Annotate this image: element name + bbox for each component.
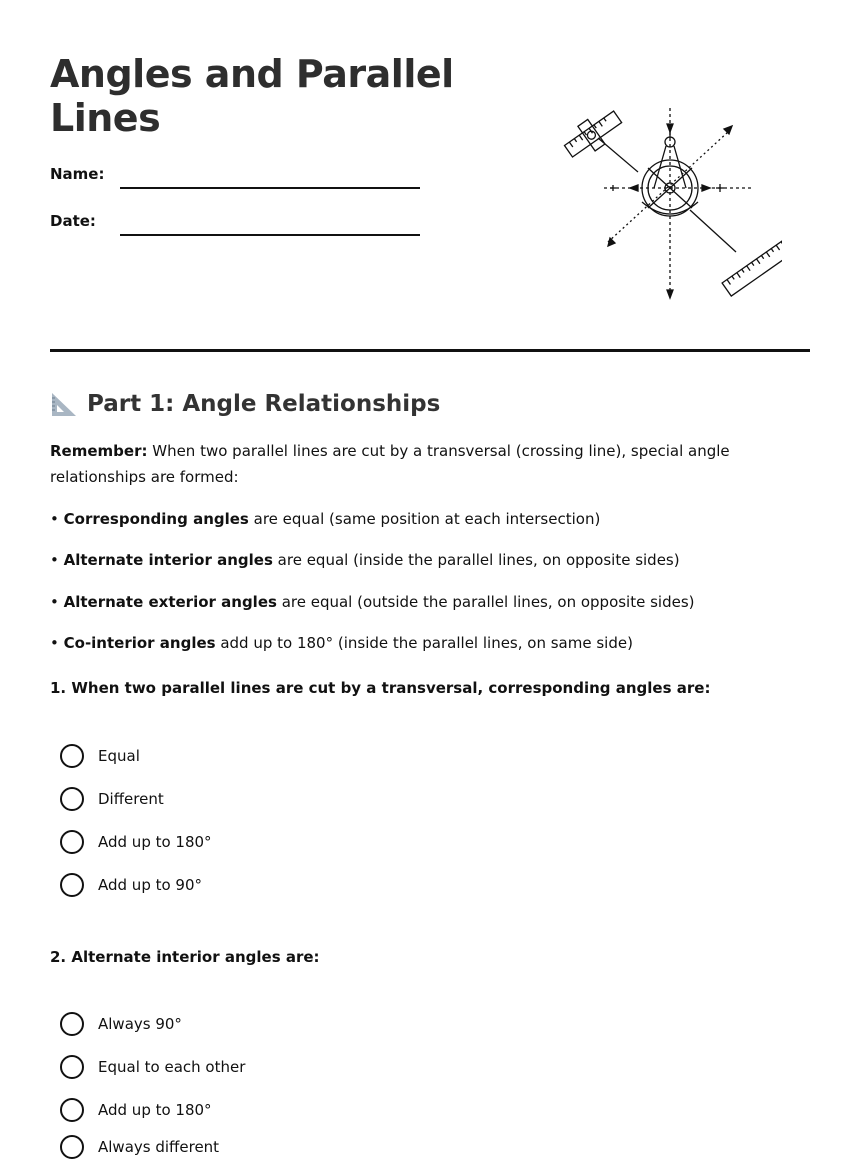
rule-item: • Co-interior angles add up to 180° (inside the parallel lines, on same side)	[50, 634, 633, 652]
rule-item: • Corresponding angles are equal (same position at each intersection)	[50, 510, 601, 528]
q2-option-always-different[interactable]	[60, 1134, 219, 1160]
rule-item: • Alternate interior angles are equal (inside the parallel lines, on opposite sides)	[50, 551, 680, 569]
radio-button[interactable]	[60, 1135, 84, 1159]
rule-term: Corresponding angles	[63, 510, 249, 528]
remember-label: Remember:	[50, 442, 148, 460]
rule-text: are equal (inside the parallel lines, on opposite sides)	[272, 551, 680, 569]
radio-button[interactable]	[60, 744, 84, 768]
rule-text: add up to 180° (inside the parallel lines, on same side)	[215, 634, 633, 652]
date-field[interactable]	[120, 234, 420, 236]
rule-item: • Alternate exterior angles are equal (outside the parallel lines, on opposite sides)	[50, 593, 695, 611]
remember-text: When two parallel lines are cut by a transversal (crossing line), special angle relationships are formed:	[50, 442, 730, 486]
set-square-icon	[50, 390, 78, 418]
rule-text: are equal (outside the parallel lines, on opposite sides)	[276, 593, 695, 611]
worksheet-page	[50, 0, 810, 1161]
radio-button[interactable]	[60, 1098, 84, 1122]
name-label: Name:	[50, 165, 105, 183]
radio-button[interactable]	[60, 1012, 84, 1036]
radio-button[interactable]	[60, 787, 84, 811]
name-field[interactable]	[120, 187, 420, 189]
rule-text: are equal (same position at each intersection)	[248, 510, 601, 528]
q2-option-equal[interactable]	[60, 1054, 245, 1080]
option-label: Add up to 180°	[98, 833, 212, 851]
rule-term: Alternate interior angles	[63, 551, 273, 569]
question-1-prompt: 1. When two parallel lines are cut by a transversal, corresponding angles are:	[50, 679, 711, 697]
option-label: Equal to each other	[98, 1058, 246, 1076]
option-label: Always 90°	[98, 1015, 182, 1033]
section-title: Part 1: Angle Relationships	[87, 391, 441, 417]
section-heading	[50, 388, 440, 420]
option-label: Different	[98, 790, 164, 808]
page-title: Angles and Parallel Lines	[50, 52, 454, 140]
option-label: Equal	[98, 747, 140, 765]
header-divider	[50, 349, 810, 352]
option-label: Add up to 90°	[98, 876, 203, 894]
q2-option-add-180[interactable]	[60, 1097, 212, 1123]
q1-option-equal[interactable]	[60, 743, 140, 769]
option-label: Always different	[98, 1138, 220, 1156]
q1-option-different[interactable]	[60, 786, 164, 812]
date-label: Date:	[50, 212, 96, 230]
question-2-prompt: 2. Alternate interior angles are:	[50, 948, 320, 966]
radio-button[interactable]	[60, 873, 84, 897]
q1-option-add-90[interactable]	[60, 872, 202, 898]
remember-paragraph	[50, 438, 810, 490]
rule-term: Alternate exterior angles	[63, 593, 277, 611]
option-label: Add up to 180°	[98, 1101, 212, 1119]
rule-term: Co-interior angles	[63, 634, 216, 652]
radio-button[interactable]	[60, 830, 84, 854]
compass-protractor-ruler-icon	[558, 102, 782, 302]
radio-button[interactable]	[60, 1055, 84, 1079]
q2-option-always-90[interactable]	[60, 1011, 182, 1037]
q1-option-add-180[interactable]	[60, 829, 212, 855]
